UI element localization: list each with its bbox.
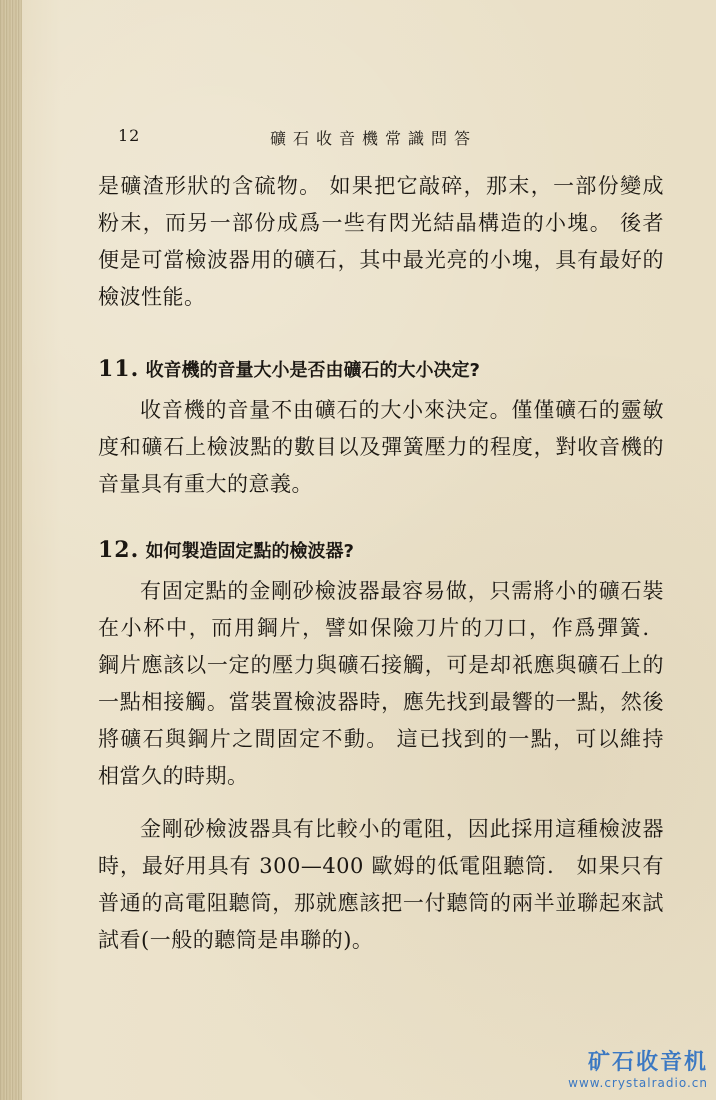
question-11-title: 收音機的音量大小是否由礦石的大小决定? xyxy=(145,360,481,381)
running-head xyxy=(0,124,716,152)
page-number: 12 xyxy=(118,126,141,145)
question-11-heading xyxy=(98,354,664,386)
body-text xyxy=(98,168,664,959)
site-watermark xyxy=(568,1045,708,1090)
book-title: 礦石收音機常識問答 xyxy=(270,129,478,148)
page-binding-edge xyxy=(0,0,22,1100)
question-11-number: 11. xyxy=(98,356,140,382)
answer-12-paragraph-1: 有固定點的金剛砂檢波器最容易做，只需將小的礦石裝在小杯中，而用鋼片，譬如保險刀片的刀口，作爲彈簧． 鋼片應該以一定的壓力與礦石接觸，可是却祇應與礦石上的一點相接觸。當裝置檢波器時，應先找到最響的一點，然後將礦石與鋼片之間固定不動。 這已找到的一點，可以維持相當久的時期。 xyxy=(98,579,664,788)
question-12-title: 如何製造固定點的檢波器? xyxy=(145,541,355,562)
watermark-url: www.crystalradio.cn xyxy=(568,1076,708,1090)
continued-paragraph: 是礦渣形狀的含硫物。 如果把它敲碎，那末，一部份變成粉末，而另一部份成爲一些有閃光結晶構造的小塊。 後者便是可當檢波器用的礦石，其中最光亮的小塊，具有最好的檢波性能。 xyxy=(98,174,664,309)
watermark-logo-text: 矿石收音机 xyxy=(587,1050,708,1075)
answer-11-paragraph: 收音機的音量不由礦石的大小來決定。僅僅礦石的靈敏度和礦石上檢波點的數目以及彈簧壓力的程度，對收音機的音量具有重大的意義。 xyxy=(98,398,664,496)
answer-12-paragraph-2: 金剛砂檢波器具有比較小的電阻，因此採用這種檢波器時，最好用具有 300—400 歐姆的低電阻聽筒． 如果只有普通的高電阻聽筒，那就應該把一付聽筒的兩半並聯起來試試看(一般的聽筒是串聯的)。 xyxy=(98,817,664,952)
question-12-number: 12. xyxy=(98,537,140,563)
question-12-heading xyxy=(98,535,664,567)
